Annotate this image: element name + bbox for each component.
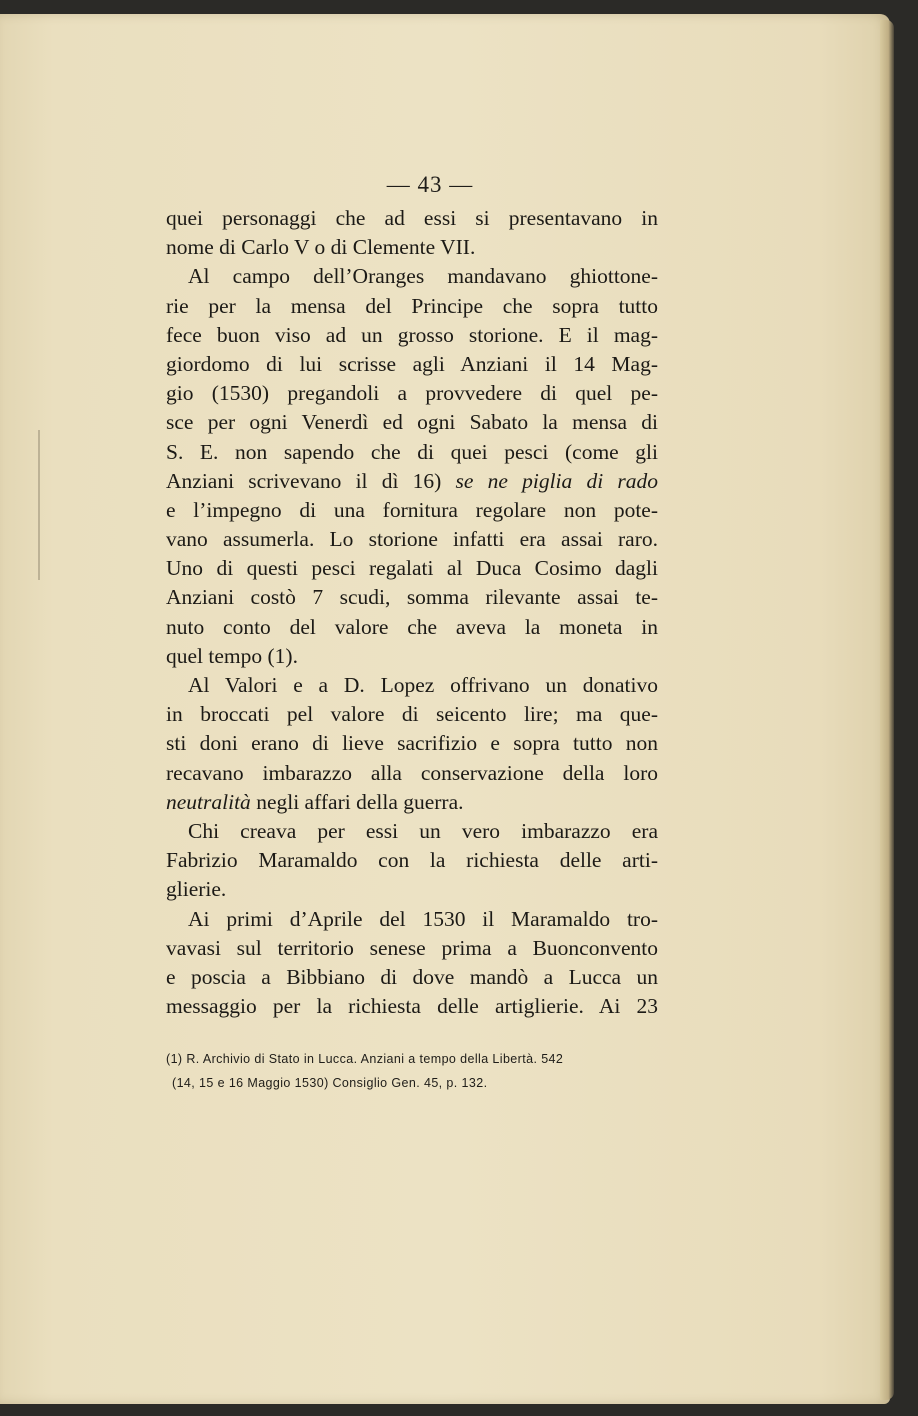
text-line [166,729,658,758]
text-line [166,583,658,612]
text-line [166,671,658,700]
text-segment: nome di Carlo V o di Clemente VII. [166,235,476,260]
text-segment: Uno di questi pesci regalati al Duca Cosimo dagli [166,556,658,581]
text-line [166,350,658,379]
text-segment: e poscia a Bibbiano di dove mandò a Lucca un [166,964,658,989]
footnote-line: (14, 15 e 16 Maggio 1530) Consiglio Gen. 45, p. 132. [172,1076,488,1090]
text-line [166,613,658,642]
text-line [166,233,658,262]
text-segment: in broccati pel valore di seicento lire; ma que- [166,702,658,727]
text-segment: nuto conto del valore che aveva la moneta in [166,614,658,639]
text-segment: sti doni erano di lieve sacrifizio e sopra tutto non [166,731,658,756]
text-segment: Anziani costò 7 scudi, somma rilevante assai te- [166,585,658,610]
text-line [166,467,658,496]
page-edge [880,20,894,1400]
italic-text: neutralità [166,789,251,814]
text-line [166,934,658,963]
italic-text: se ne piglia di rado [455,468,658,493]
footnotes [166,1047,658,1095]
text-line [166,788,658,817]
text-segment: rie per la mensa del Principe che sopra tutto [166,293,658,318]
text-segment: messaggio per la richiesta delle artiglierie. Ai 23 [166,994,658,1019]
text-line [166,759,658,788]
text-segment: Fabrizio Maramaldo con la richiesta delle arti- [166,848,658,873]
text-line [166,963,658,992]
text-segment: giordomo di lui scrisse agli Anziani il 14 Mag- [166,351,658,376]
text-line [166,846,658,875]
body-text [166,204,658,1021]
text-line [166,817,658,846]
text-segment: Al Valori e a D. Lopez offrivano un donativo [188,673,658,697]
text-line [166,554,658,583]
text-line [166,204,658,233]
text-segment: gio (1530) pregandoli a provvedere di quel pe- [166,381,658,406]
text-line [166,992,658,1021]
text-line [166,496,658,525]
text-segment: recavano imbarazzo alla conservazione della loro [166,760,658,785]
text-segment: negli affari della guerra. [250,789,464,814]
text-segment: fece buon viso ad un grosso storione. E il mag- [166,322,658,347]
text-segment: glierie. [166,877,227,902]
text-line [166,700,658,729]
page-number: — 43 — [386,172,474,197]
text-segment: Al campo dell’Oranges mandavano ghiottone- [188,264,658,289]
text-line [166,262,658,291]
text-segment: quel tempo (1). [166,643,298,668]
text-line [166,905,658,934]
text-segment: vano assumerla. Lo storione infatti era assai raro. [166,527,658,552]
text-segment: Chi creava per essi un vero imbarazzo era [188,818,658,843]
text-line [166,642,658,671]
text-line [166,321,658,350]
text-segment: S. E. non sapendo che di quei pesci (come gli [166,439,658,464]
footnote-line: (1) R. Archivio di Stato in Lucca. Anziani a tempo della Libertà. 542 [166,1052,564,1066]
text-line [166,292,658,321]
text-segment: quei personaggi che ad essi si presentavano in [166,206,658,230]
text-segment: e l’impegno di una fornitura regolare non pote- [166,497,658,522]
margin-mark [38,430,40,580]
text-line [166,525,658,554]
text-line [166,875,658,904]
text-segment: vavasi sul territorio senese prima a Buonconvento [166,935,658,960]
text-segment: sce per ogni Venerdì ed ogni Sabato la mensa di [166,410,658,435]
text-line [166,438,658,467]
text-line [166,408,658,437]
text-segment: Ai primi d’Aprile del 1530 il Maramaldo tro- [188,906,658,931]
text-segment: Anziani scrivevano il dì 16) [166,468,456,493]
text-line [166,379,658,408]
